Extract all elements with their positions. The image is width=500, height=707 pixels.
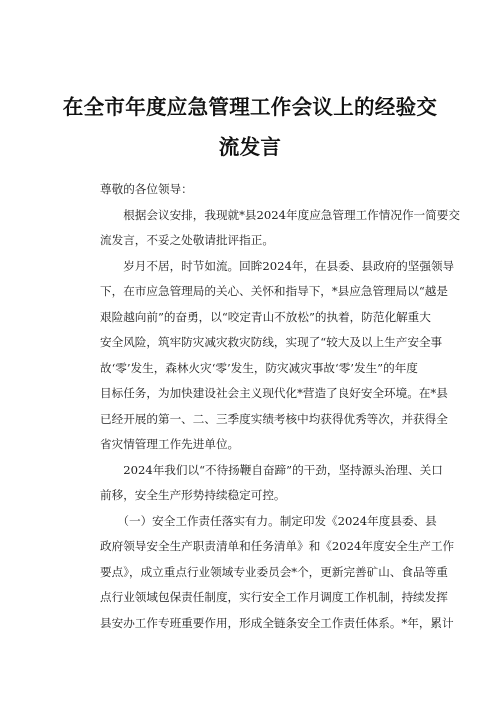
document-title-line-1: 在全市年度应急管理工作会议上的经验交: [62, 95, 438, 119]
document-title-line-2: 流发言: [218, 135, 282, 159]
body-line: 目标任务，为加快建设社会主义现代化*营造了良好安全环境。在*县: [100, 386, 448, 400]
body-line: 要点》，成立重点行业领域专业委员会*个，更新完善矿山、食品等重: [100, 565, 448, 579]
body-line: 安全风险，筑牢防灾减灾救灾防线，实现了“较大及以上生产安全事: [100, 335, 443, 349]
body-line: （一）安全工作责任落实有力。制定印发《2024年度县委、县: [100, 514, 437, 528]
body-line: 2024年我们以“不待扬鞭自奋蹄”的干劲，坚持源头治理、关口: [100, 463, 443, 477]
body-line: 县安办工作专班重要作用，形成全链条安全工作责任体系。*年，累计: [100, 616, 454, 630]
body-line: 已经开展的第一、二、三季度实绩考核中均获得优秀等次，并获得全: [100, 412, 448, 426]
body-line: 岁月不居，时节如流。回眸2024年，在县委、县政府的坚强领导: [100, 259, 455, 273]
body-line: 故‘零’发生，森林火灾‘零’发生，防灾减灾事故‘零’发生”的年度: [100, 361, 418, 375]
body-line: 省灾情管理工作先进单位。: [100, 437, 240, 451]
body-line: 流发言，不妥之处敬请批评指正。: [100, 233, 274, 247]
body-line: 下，在市应急管理局的关心、关怀和指导下，*县应急管理局以“越是: [100, 284, 448, 298]
salutation: 尊敬的各位领导：: [100, 182, 193, 196]
body-line: 点行业领域包保责任制度，实行安全工作月调度工作机制，持续发挥: [100, 590, 448, 604]
body-line: 政府领导安全生产职责清单和任务清单》和《2024年度安全生产工作: [100, 539, 455, 553]
body-line: 前移，安全生产形势持续稳定可控。: [100, 488, 286, 502]
body-line: 艰险越向前”的奋勇，以“咬定青山不放松”的执着，防范化解重大: [100, 310, 431, 324]
body-line: 根据会议安排，我现就*县2024年度应急管理工作情况作一简要交: [100, 208, 460, 222]
